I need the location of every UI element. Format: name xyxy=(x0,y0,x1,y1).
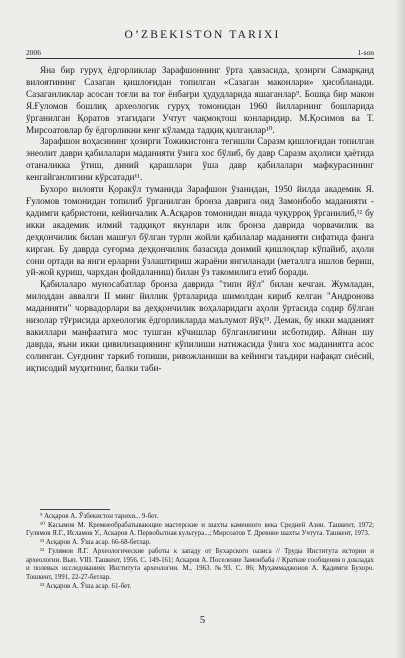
footnote-rule xyxy=(40,509,110,510)
footnote: ⁹ Асқаров А. Ўзбекистон тарихи... 9-бет. xyxy=(40,513,159,520)
issue-number: 1-son xyxy=(357,48,374,57)
body-paragraph: Бухоро вилояти Қоракўл туманида Зарафшон ўзанидан, 1950 йилда академик Я. Ғуломов томонидан топилиб ўрганилган бронза даврига оид Замонбобо маданияти - қадимги қабристони, кейинчалик А.Асқаров томонидан янада чуқурроқ ўрганилиб,¹² бу икки академик илмий тадқиқот якунлари илк бронза даврида чорвачилик ва деҳқончилик билан машғул бўлган турли жойли қабилалар маданияти сифатида фанга кирган. Бу даврда суғорма деҳқончилик базасида доимий қишлоқлар кўпайиб, аҳоли сони ортади ва янги ерларни ўзлаштириш жараёни янгиланади (металлга ишлов бериш, уй-жой қуриш, чархдан фойдаланиш) билан ўз такомилига етиб боради. xyxy=(26,184,374,278)
body-paragraph: Қабилаларо муносабатлар бронза даврида "типн йўл" билан кечган. Жумладан, милоддан аввалги II минг йиллик ўрталарида шимолдан кириб келган "Андронова маданияти" чорвадорлари ва деҳқончилик воҳаларидаги аҳоли ўртасида содир бўлган низолар тўғрисида археологик ёдгорликларда маълумот йўқ¹³. Демак, бу икки маданият вакиллари манфаатига мос тушган кўчишлар бўлганлигини исботидир. Айнан шу даврда, яъни икки цивилизациянинг кўпилиши натижасида ўзига хос маданиятга асос солинган. Суғднинг таркиб топиши, ривожланиши ва кейинги таъдири нафақат сиёсий, иқтисодий муҳитнинг, балки таби- xyxy=(26,279,374,373)
article-body xyxy=(26,65,374,375)
header-rule xyxy=(26,58,374,59)
running-header xyxy=(26,48,374,57)
page-number: 5 xyxy=(199,615,206,626)
footnote: ¹³ Асқаров А. Ўша асар. 61-бет. xyxy=(40,582,132,590)
body-paragraph: Зарафшон воҳасининг ҳозирги Тожикистонга тегишли Саразм қишлоғидан топилган энеолит даври қабилалари маданияти ўзига хос бўлиб, бу давр Саразм аҳолиси ҳаётида отаналикка ўтиш, диний қарашлари ўша давр қабилалари мафкурасининг кенгайганлигини кўрсатади¹¹. xyxy=(26,136,374,183)
footnote: ¹¹ Асқаров А. Ўша асар. 66-68-бетлар. xyxy=(40,539,151,547)
journal-title: O’ZBEKISTON TARIXI xyxy=(124,29,281,41)
page-edge-shadow xyxy=(395,0,405,658)
footnote: ¹² Гулямов Я.Г. Археологические работы к западу от Бухарского оазиса // Труды Института истории и археологии. Вып. VIII. Ташкент, 1956. С. 149-161; Аскаров А. Поселение Замонбаба // Краткие сообщения о докладах и полевых исследованиях Института археологии. М., 1963. №93. С. 86; Муҳаммаджонов А. Қадимги Бухоро. Тошкент, 1991, 22-27-бетлар. xyxy=(26,547,374,581)
footnote: ¹⁰ Касымов М. Кремнеобрабатывающие мастерские и шахты каменного века Средней Азии. Ташкент, 1972; Гулямов Я.Г., Исламов У., Аскаров А. Первобытная культура...; Мирсоатов Т. Древние шахты Учтута. Ташкент, 1973. xyxy=(26,521,374,538)
footnotes xyxy=(26,513,374,591)
issue-year: 2006 xyxy=(26,48,41,57)
body-paragraph: Яна бир гуруҳ ёдгорликлар Зарафшоннинг ўрта ҳавзасида, ҳозирги Самарқанд вилоятининг Сазаган қишлоғидан топилган «Сазаган маконлари» ҳисобланади. Сазаганликлар асосан тоғли ва тоғ ёнбағри ҳудудларида яшаганлар⁹. Бошқа бир макон Я.Ғуломов бошлиқ археологик гуруҳ томонидан 1960 йилларнинг бошларида ўрганилган Қоратов этагидаги Учтут чақмоқтош конларидир. М.Қосимов ва Т. Мирсоатовлар бу ёдгорликни кенг кўламда тадқиқ қилганлар¹⁰. xyxy=(26,65,374,135)
